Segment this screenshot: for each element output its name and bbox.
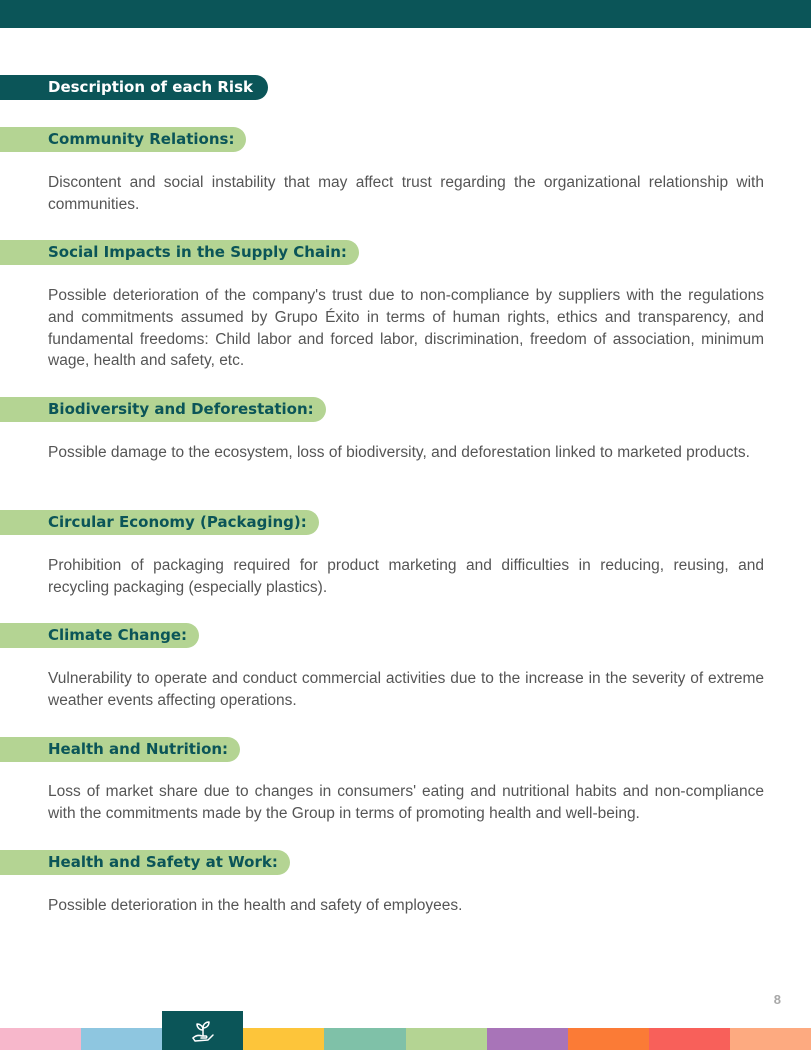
color-stripe-footer: [0, 1028, 811, 1050]
top-banner-bar: [0, 0, 811, 28]
risk-description-health-safety: Possible deterioration in the health and safety of employees.: [48, 897, 463, 914]
stripe-segment: [81, 1028, 163, 1050]
plant-hand-icon: [190, 1018, 216, 1044]
stripe-segment: [487, 1028, 569, 1050]
risk-description-circular-economy: Prohibition of packaging required for product marketing and difficulties in reducing, reusing, and recycling packaging (especially plastics).: [48, 557, 764, 596]
section-title-pill: Description of each Risk: [0, 75, 268, 100]
risk-description-climate-change: Vulnerability to operate and conduct commercial activities due to the increase in the severity of extreme weather events affecting operations.: [48, 670, 764, 709]
stripe-segment: [243, 1028, 325, 1050]
page-number: 8: [773, 992, 781, 1007]
stripe-segment: [0, 1028, 82, 1050]
risk-description-community-relations: Discontent and social instability that may affect trust regarding the organizational relationship with communities.: [48, 174, 764, 213]
risk-description-supply-chain: Possible deterioration of the company's trust due to non-compliance by suppliers with the regulations and commitments assumed by Grupo Éxito in terms of human rights, ethics and transparency, and fundamental freedoms: Child labor and forced labor, discrimination, freedom of association, minimum wage, health and safety, etc.: [48, 287, 764, 370]
risk-heading-health-safety: Health and Safety at Work:: [0, 850, 290, 875]
stripe-segment: [568, 1028, 650, 1050]
stripe-segment: [649, 1028, 731, 1050]
footer-logo: [162, 1011, 243, 1050]
stripe-segment: [324, 1028, 406, 1050]
risk-heading-health-nutrition: Health and Nutrition:: [0, 737, 240, 762]
stripe-segment: [406, 1028, 488, 1050]
risk-heading-community-relations: Community Relations:: [0, 127, 246, 152]
stripe-segment: [730, 1028, 811, 1050]
risk-heading-circular-economy: Circular Economy (Packaging):: [0, 510, 319, 535]
risk-description-biodiversity: Possible damage to the ecosystem, loss of biodiversity, and deforestation linked to marketed products.: [48, 444, 750, 461]
risk-heading-biodiversity: Biodiversity and Deforestation:: [0, 397, 326, 422]
risk-description-health-nutrition: Loss of market share due to changes in consumers' eating and nutritional habits and non-compliance with the commitments made by the Group in terms of promoting health and well-being.: [48, 783, 764, 822]
risk-heading-climate-change: Climate Change:: [0, 623, 199, 648]
risk-heading-supply-chain: Social Impacts in the Supply Chain:: [0, 240, 359, 265]
